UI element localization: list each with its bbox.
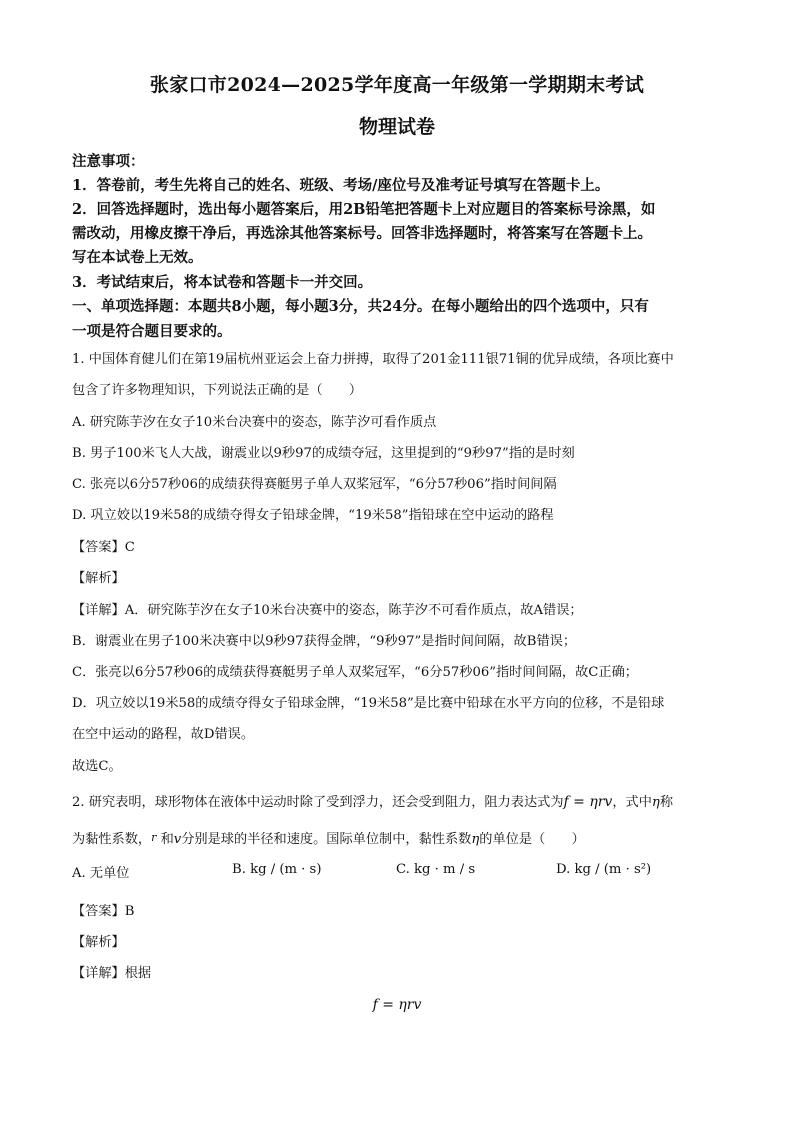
q2-answer [72,900,134,919]
q1-answer [72,536,135,555]
q1-detail-line-3: C．张亮以6分57秒06的成绩获得赛艇男子单人双桨冠军，“6分57秒06”指时间间隔，故C正确； [72,665,638,680]
notice-item-3: 3．考试结束后，将本试卷和答题卡一并交回。 [72,274,373,291]
q1-option-c: C. 张亮以6分57秒06的成绩获得赛艇男子单人双桨冠军，“6分57秒06”指时间间隔 [72,477,557,492]
answer-label: 【答案】 [72,904,125,919]
eta-symbol: η [471,832,480,847]
q1-stem-line-2: 包含了许多物理知识，下列说法正确的是（ ） [72,383,363,398]
q2-analysis-label: 【解析】 [72,935,125,950]
q2-option-a: A. 无单位 [72,866,130,881]
q2-stem-text: 分别是球的半径和速度。国际单位制中，黏性系数 [181,832,472,847]
q2-option-c: C. kg · m / s [396,862,476,877]
q2-stem-line-1 [72,791,673,810]
q1-analysis-label: 【解析】 [72,571,125,586]
q2-stem-text: 的单位是（ ） [479,832,585,847]
answer-label: 【答案】 [72,540,125,555]
q2-stem-text: 称 [659,795,673,810]
q1-detail-line-2: B．谢震业在男子100米决赛中以9秒97获得金牌，“9秒97”是指时间间隔，故B错误； [72,634,577,649]
detail-label: 【详解】 [72,966,125,981]
q2-option-d: D. kg / (m · s²) [556,862,652,877]
display-formula: f = ηrv [372,997,422,1013]
detail-text: A．研究陈芋汐在女子10米台决赛中的姿态，陈芋汐不可看作质点，故A错误； [124,603,583,618]
q2-option-b: B. kg / (m · s) [232,862,322,877]
q1-detail-line-4: D．巩立姣以19米58的成绩夺得女子铅球金牌，“19米58”是比赛中铅球在水平方向的位移，不是铅球 [72,696,665,711]
answer-value: C [124,540,135,555]
q2-detail-line [72,962,151,981]
q2-stem-text: 2. 研究表明，球形物体在液体中运动时除了受到浮力，还会受到阻力，阻力表达式为 [72,795,564,810]
answer-value: B [124,904,135,919]
notice-heading: 注意事项： [72,153,145,170]
q1-option-d: D. 巩立姣以19米58的成绩夺得女子铅球金牌，“19米58”指铅球在空中运动的路程 [72,508,554,523]
q1-conclusion: 故选C。 [72,759,122,774]
inline-formula: f = ηrv [563,794,613,810]
section-heading-line-1: 一、单项选择题：本题共8小题，每小题3分，共24分。在每小题给出的四个选项中，只有 [72,298,649,315]
q2-stem-text: 和 [160,832,174,847]
q2-stem-text: ，式中 [612,795,652,810]
q1-detail-line-1 [72,599,583,618]
q1-detail-line-5: 在空中运动的路程，故D错误。 [72,727,255,742]
notice-item-2-line-2: 需改动，用橡皮擦干净后，再选涂其他答案标号。回答非选择题时，将答案写在答题卡上。 [72,225,652,242]
detail-label: 【详解】 [72,603,125,618]
detail-text: 根据 [124,966,152,981]
notice-item-2-line-3: 写在本试卷上无效。 [72,249,203,266]
exam-subtitle: 物理试卷 [358,116,435,138]
exam-title: 张家口市2024—2025学年度高一年级第一学期期末考试 [149,74,645,96]
q2-stem-line-2 [72,828,585,847]
q1-option-b: B. 男子100米飞人大战，谢震业以9秒97的成绩夺冠，这里提到的“9秒97”指的是时刻 [72,446,575,461]
section-heading-line-2: 一项是符合题目要求的。 [72,323,232,340]
q1-option-a: A. 研究陈芋汐在女子10米台决赛中的姿态，陈芋汐可看作质点 [72,415,437,430]
r-symbol: r [151,831,157,844]
notice-item-1: 1．答卷前，考生先将自己的姓名、班级、考场/座位号及准考证号填写在答题卡上。 [72,177,610,194]
eta-symbol: η [651,795,660,810]
notice-item-2-line-1: 2．回答选择题时，选出每小题答案后，用2B铅笔把答题卡上对应题目的答案标号涂黑，如 [72,201,656,218]
q2-stem-text: 为黏性系数， [72,832,152,847]
v-symbol: v [173,832,182,847]
q1-stem-line-1: 1. 中国体育健儿们在第19届杭州亚运会上奋力拼搏，取得了201金111银71铜的优异成绩，各项比赛中 [72,352,674,367]
